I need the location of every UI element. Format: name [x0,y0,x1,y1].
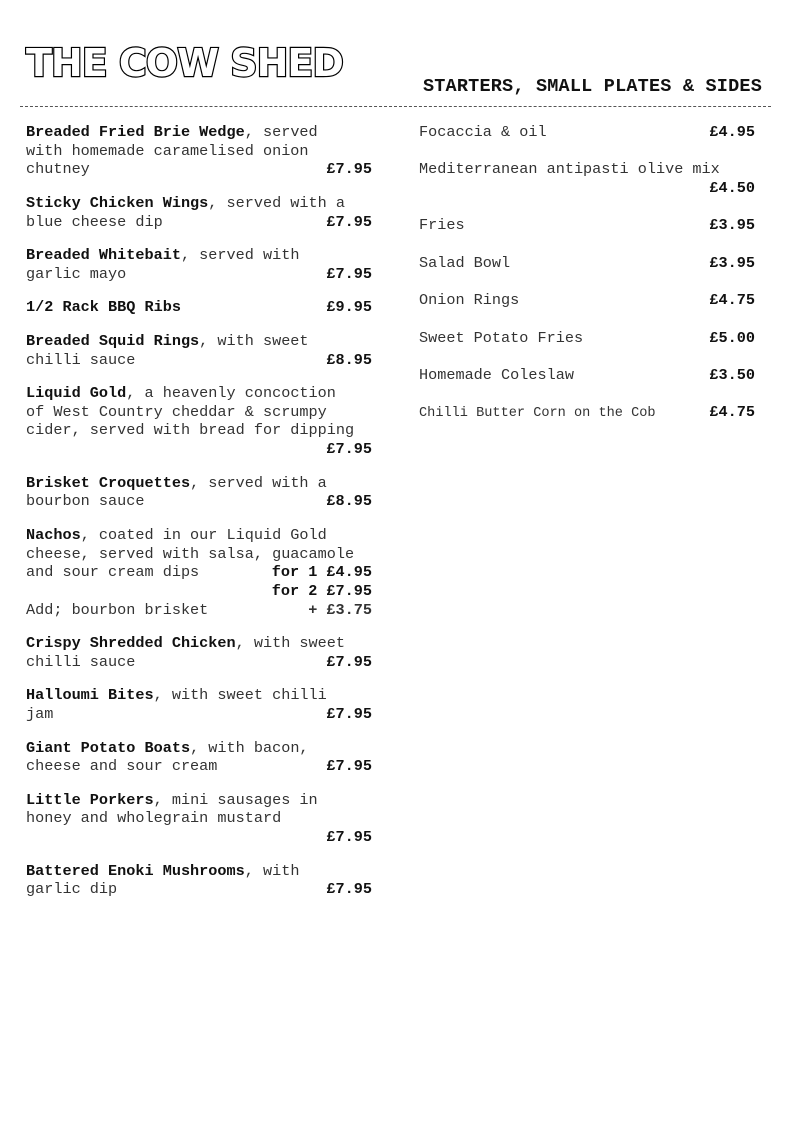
item-name: Breaded Fried Brie Wedge [26,123,245,141]
menu-item [26,526,372,620]
menu-item [26,123,372,179]
side-price: £5.00 [709,328,755,347]
item-description: garlic mayo [26,264,127,283]
restaurant-title: THE COW SHED [26,41,343,85]
menu-item [26,791,372,847]
side-name: Homemade Coleslaw [419,366,574,385]
side-name: Salad Bowl [419,253,511,272]
item-price: £7.95 [326,652,372,671]
side-item [419,123,755,142]
menu-item [26,384,372,459]
item-price: £7.95 [326,705,372,724]
item-description: , served [244,123,318,141]
item-name: Brisket Croquettes [26,473,191,492]
item-description: , with sweet [235,634,345,653]
item-description: blue cheese dip [26,212,163,231]
item-description: cider, served with bread for dipping [26,421,355,440]
item-description: with homemade caramelised onion [26,141,309,160]
menu-item [26,194,372,231]
item-description: , with [244,861,300,880]
item-description: cheese and sour cream [26,757,218,776]
item-description: , with bacon, [190,738,309,757]
item-price: £7.95 [326,440,372,459]
item-name: Breaded Whitebait [26,246,181,265]
side-item [419,160,755,197]
section-title: STARTERS, SMALL PLATES & SIDES [422,76,762,97]
side-price: £4.75 [709,403,755,422]
side-item [419,254,755,273]
item-description: , mini sausages in [153,790,318,809]
item-name: 1/2 Rack BBQ Ribs [26,298,181,317]
side-name: Sweet Potato Fries [419,328,584,347]
item-price: £7.95 [326,757,372,776]
item-description: , a heavenly concoction [126,384,336,403]
item-description: garlic dip [26,880,118,899]
side-price: £4.75 [709,291,755,310]
side-name: Focaccia & oil [419,123,547,141]
side-price: £4.95 [709,123,755,141]
item-description: bourbon sauce [26,492,145,511]
menu-item [26,332,372,369]
item-description: honey and wholegrain mustard [26,809,282,828]
menu-item [26,298,372,317]
item-price: £7.95 [326,264,372,283]
item-price: £7.95 [326,212,372,231]
sides-column [419,123,755,443]
item-description: of West Country cheddar & scrumpy [26,402,327,421]
item-name: Giant Potato Boats [26,738,191,757]
item-name: Liquid Gold [26,384,127,403]
side-price: £4.50 [709,179,755,198]
item-description: cheese, served with salsa, guacamole [26,544,355,563]
side-name: Onion Rings [419,291,520,310]
menu-item [26,862,372,899]
side-price: £3.95 [709,216,755,235]
item-description: , served with [180,246,300,265]
item-price: £7.95 [326,828,372,847]
item-price: £8.95 [326,350,372,369]
menu-item [26,686,372,723]
item-price: £8.95 [326,492,372,511]
item-price: £9.95 [326,298,372,317]
menu-item [26,634,372,671]
side-price: £3.50 [709,366,755,385]
side-price: £3.95 [709,253,755,272]
side-name: Fries [419,216,465,235]
addon-label: Add; bourbon brisket [26,600,209,619]
starters-column [26,123,372,914]
side-item [419,291,755,310]
item-description: chilli sauce [26,350,136,369]
item-description: chilli sauce [26,652,136,671]
item-description: , with sweet [199,331,309,350]
item-name: Little Porkers [26,790,154,809]
item-description: , with sweet chilli [153,686,327,705]
item-description: chutney [26,160,90,179]
item-name: Halloumi Bites [26,686,154,705]
side-name: Mediterranean antipasti olive mix [419,160,720,179]
side-name: Chilli Butter Corn on the Cob [419,406,656,422]
menu-item [26,246,372,283]
side-item [419,329,755,348]
side-item [419,216,755,235]
menu-item [26,474,372,511]
item-description: , coated in our Liquid Gold [80,525,327,544]
item-price-for-2: for 2 £7.95 [271,581,372,600]
item-price: £7.95 [326,160,372,179]
addon-price: + £3.75 [308,600,372,619]
item-description: jam [26,705,54,724]
item-description: , served with a [190,473,327,492]
item-name: Nachos [26,525,81,544]
item-name: Sticky Chicken Wings [26,193,209,212]
item-name: Battered Enoki Mushrooms [26,861,245,880]
side-item [419,366,755,385]
item-name: Crispy Shredded Chicken [26,634,236,653]
menu-item [26,739,372,776]
item-description: and sour cream dips [26,563,200,582]
side-item [419,403,755,424]
item-price-for-1: for 1 £4.95 [271,563,372,582]
item-description: , served with a [208,193,345,212]
dashed-divider [20,106,771,107]
item-name: Breaded Squid Rings [26,331,200,350]
item-price: £7.95 [326,880,372,899]
